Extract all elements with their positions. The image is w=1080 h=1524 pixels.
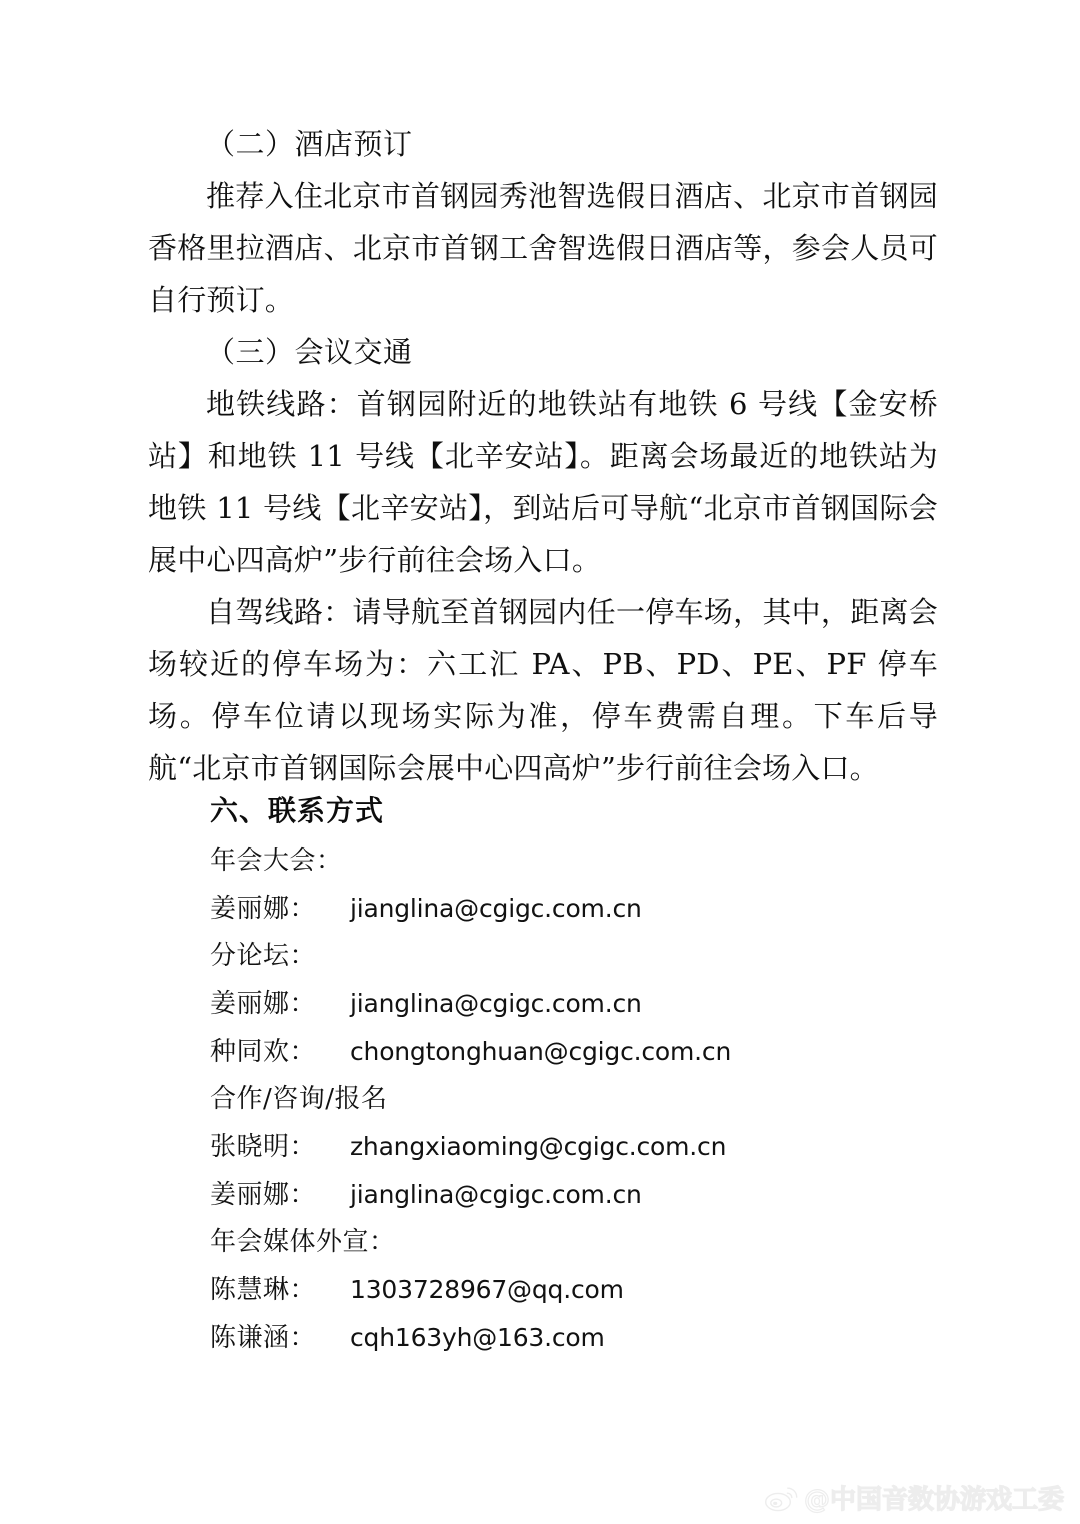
paragraph-driving-route: 自驾线路：请导航至首钢园内任一停车场，其中，距离会场较近的停车场为：六工汇 PA、PB、PD、PE、PF 停车场。停车位请以现场实际为准，停车费需自理。下车后导航“北京市首钢国际会展中心四高炉”步行前往会场入口。 — [148, 595, 938, 785]
document-body — [148, 118, 938, 794]
contact-entry-row — [210, 980, 950, 1028]
contact-section-title: 六、联系方式 — [210, 794, 385, 827]
contact-name: 陈慧琳： — [210, 1275, 317, 1305]
contact-entry-row — [210, 1028, 950, 1076]
contact-email[interactable]: zhangxiaoming@cgigc.com.cn — [350, 1132, 727, 1161]
weibo-logo-icon — [764, 1484, 798, 1512]
contact-email[interactable]: jianglina@cgigc.com.cn — [350, 989, 642, 1018]
contact-name: 陈谦涵： — [210, 1323, 317, 1353]
contact-email[interactable]: chongtonghuan@cgigc.com.cn — [350, 1037, 732, 1066]
contact-name: 姜丽娜： — [210, 894, 317, 924]
contact-group-label — [210, 838, 950, 885]
heading-conference-transport: （三）会议交通 — [206, 335, 413, 369]
group-label-text: 年会媒体外宣： — [210, 1227, 396, 1257]
contact-name: 张晓明： — [210, 1132, 317, 1162]
contact-email[interactable]: jianglina@cgigc.com.cn — [350, 894, 642, 923]
weibo-watermark — [764, 1479, 1064, 1516]
group-label-text: 年会大会： — [210, 846, 343, 876]
heading-hotel-booking: （二）酒店预订 — [206, 127, 413, 161]
group-label-text: 分论坛： — [210, 941, 317, 971]
contact-entry-row — [210, 1266, 950, 1314]
contact-group-label — [210, 1076, 950, 1123]
paragraph-hotel-booking: 推荐入住北京市首钢园秀池智选假日酒店、北京市首钢园香格里拉酒店、北京市首钢工舍智选假日酒店等，参会人员可自行预订。 — [148, 179, 938, 317]
contact-section — [210, 788, 950, 1362]
contact-entry-row — [210, 1171, 950, 1219]
contact-email[interactable]: jianglina@cgigc.com.cn — [350, 1180, 642, 1209]
contact-group-label — [210, 933, 950, 980]
contact-email[interactable]: 1303728967@qq.com — [350, 1275, 624, 1304]
contact-entry-row — [210, 1123, 950, 1171]
contact-name: 姜丽娜： — [210, 989, 317, 1019]
contact-group-label — [210, 1219, 950, 1266]
watermark-text: @中国音数协游戏工委 — [803, 1485, 1064, 1515]
paragraph-subway-route: 地铁线路：首钢园附近的地铁站有地铁 6 号线【金安桥站】和地铁 11 号线【北辛安站】。距离会场最近的地铁站为地铁 11 号线【北辛安站】，到站后可导航“北京市首钢国际会展中心四高炉”步行前往会场入口。 — [148, 387, 938, 577]
contact-entry-row — [210, 1314, 950, 1362]
contact-entry-row — [210, 885, 950, 933]
contact-name: 种同欢： — [210, 1037, 317, 1067]
contact-name: 姜丽娜： — [210, 1180, 317, 1210]
group-label-text: 合作/咨询/报名 — [210, 1084, 388, 1114]
contact-email[interactable]: cqh163yh@163.com — [350, 1323, 605, 1352]
